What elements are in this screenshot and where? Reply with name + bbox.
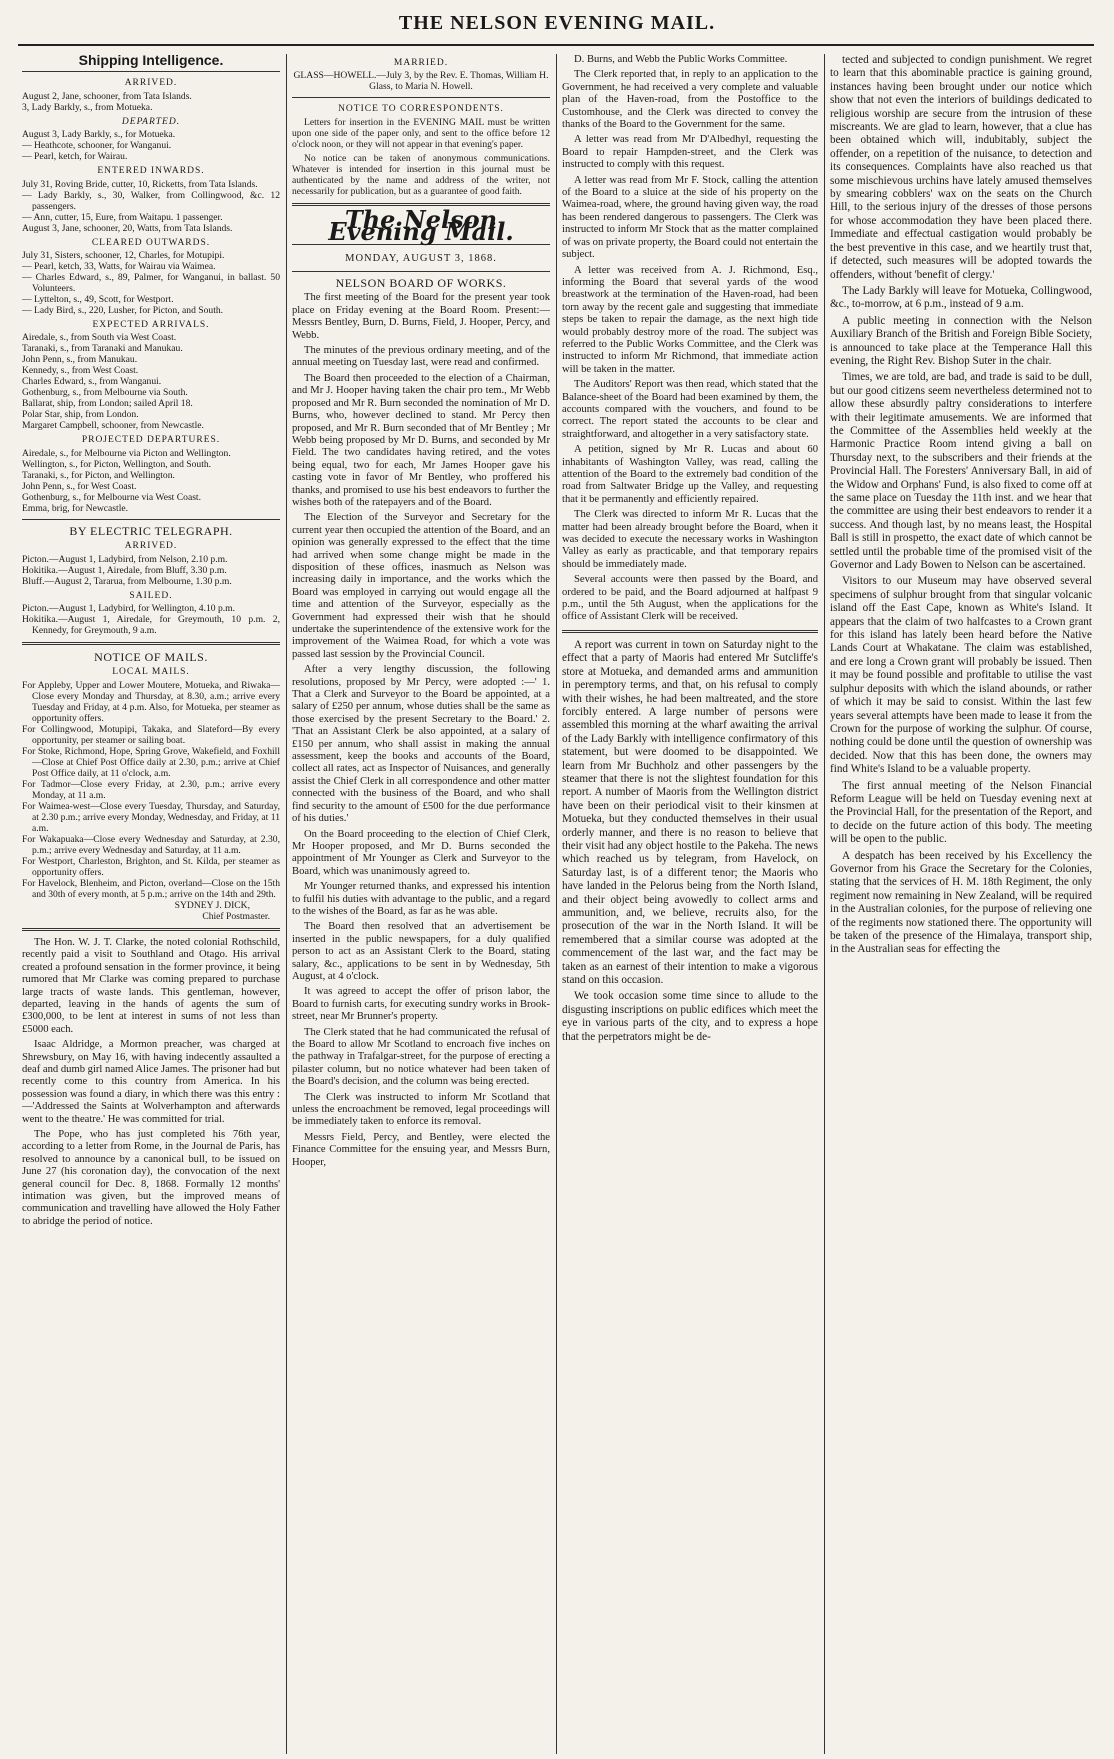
article-paragraph: Several accounts were then passed by the Board, and ordered to be paid, and the Board adjourned at halfpast 9 p.m., until the 5th August, when the applications for the office of Assistant Clerk will be received. xyxy=(562,574,818,623)
column-rule xyxy=(556,54,557,1754)
list-item: — Pearl, ketch, 33, Watts, for Wairau via Waimea. xyxy=(22,261,216,273)
article-paragraph: Messrs Field, Percy, and Bentley, were elected the Finance Committee for the ensuing year, and Messrs Burn, Hooper, xyxy=(292,1131,550,1168)
list-item: Hokitika.—August 1, Airedale, from Bluff, 3.30 p.m. xyxy=(22,564,227,576)
list-item: For Havelock, Blenheim, and Picton, overland—Close on the 15th and 30th of every month, at 5 p.m.; arrive on the 14th and 29th. xyxy=(22,877,280,900)
list-item: Airedale, s., from South via West Coast. xyxy=(22,332,177,344)
article-paragraph: A report was current in town on Saturday night to the effect that a party of Maoris had entered Mr Sutcliffe's store at Motueka, and demanded arms and ammunition in peremptory terms, and that, on his refusal to comply with their wishes, he had been maltreated, and the store forcibly entered. A large number of persons were assembled this morning at the wharf awaiting the arrival of the Lady Barkly with intelligence confirmatory of this statement, but were doomed to be disappointed. We learn from Mr Buchholz and other passengers by the steamer that there is not the slightest foundation for this report. A number of Maoris from the Wellington district have been on their periodical visit to their kinsmen at Motueka, but they conducted themselves in their usual orderly manner, and there is no reason to believe that their visit had any object hostile to the Pakeha. The news which reached us by telegram, from Havelock, on Saturday last, is of a different tenor; the Maoris who have landed in the Pelorus being from the North Island, and their object being avowedly to collect arms and ammunition, and, we believe, recruits also, for the prosecution of the war in the North Island. It will be remembered that a similar course was adopted at the commencement of the last war, and the fact may be taken as an earnest of their intention to make a vigorous stand on this occasion. xyxy=(562,638,818,987)
list-item: Taranaki, s., from Taranaki and Manukau. xyxy=(22,343,183,355)
list-item: Kennedy, s., from West Coast. xyxy=(22,365,139,377)
article-paragraph: A letter was read from Mr F. Stock, calling the attention of the Board to a sluice at the side of his property on the Waimea-road, where, the ground having given way, the road has been rendered dangerous to passengers. The Clerk was instructed to inform Mr Stock that as the matter complained of was on private property, the Board could not entertain the subject. xyxy=(562,174,818,261)
cleared-list xyxy=(22,250,280,316)
article-paragraph: A letter was read from Mr D'Albedhyl, requesting the Board to repair Hampden-street, and the Clerk was instructed to comply with this request. xyxy=(562,134,818,171)
local-mails-heading: LOCAL MAILS. xyxy=(112,667,190,678)
list-item: Wellington, s., for Picton, Wellington, and South. xyxy=(22,458,212,470)
list-item: Bluff.—August 2, Tararua, from Melbourne, 1.30 p.m. xyxy=(22,575,232,587)
postmaster-name: SYDNEY J. DICK, xyxy=(174,899,250,911)
arrived-list xyxy=(22,91,280,113)
telegraph-arrived-heading: ARRIVED. xyxy=(124,541,178,552)
list-item: Picton.—August 1, Ladybird, for Wellington, 4.10 p.m. xyxy=(22,603,236,615)
masthead: THE NELSON EVENING MAIL. xyxy=(398,12,716,34)
list-item: Taranaki, s., for Picton, and Wellington. xyxy=(22,469,175,481)
list-item: Charles Edward, s., from Wanganui. xyxy=(22,376,162,388)
list-item: July 31, Roving Bride, cutter, 10, Ricketts, from Tata Islands. xyxy=(22,178,258,190)
list-item: Gothenburg, s., from Melbourne via South. xyxy=(22,387,188,399)
telegraph-sailed-heading: SAILED. xyxy=(129,590,173,601)
married-heading: MARRIED. xyxy=(393,58,449,68)
article-paragraph: The Clerk was instructed to inform Mr Scotland that unless the encroachment be removed, legal proceedings will be immediately taken to enforce its removal. xyxy=(292,1091,550,1128)
correspondents-notice-2: No notice can be taken of anonymous communications. Whatever is intended for insertion in this journal must be authenticated by the name and address of the writer, not necessarily for publication, but as a guarantee of good faith. xyxy=(292,152,550,197)
departed-heading: DEPARTED. xyxy=(121,116,181,127)
list-item: Ballarat, ship, from London; sailed April 18. xyxy=(22,398,193,410)
article-paragraph: The Auditors' Report was then read, which stated that the Balance-sheet of the Board had been examined by them, the accounts compared with the vouchers, and found to be correct. The report stated the accounts to be clear and straightforward, and altogether in a very satisfactory state. xyxy=(562,379,818,440)
article-paragraph: A despatch has been received by his Excellency the Governor from his Grace the Secretary for the Colonies, stating that the services of H. M. 18th Regiment, the only regiment now remaining in New Zealand, will be required in the Australian colonies, for the purpose of relieving one of the regiments now stationed there. The opportunity will be taken of the presence of the Himalaya, transport ship, in the Australian seas for effecting the xyxy=(830,849,1092,956)
article-paragraph: A public meeting in connection with the Nelson Auxiliary Branch of the British and Foreign Bible Society, is announced to take place at the Temperance Hall this evening, the Right Rev. Bishop Suter in the chair. xyxy=(830,314,1092,367)
entered-list xyxy=(22,179,280,234)
article-paragraph: The first meeting of the Board for the present year took place on Friday evening at the Board Room. Present:—Messrs Bentley, Burn, D. Burns, Field, J. Hooper, Percy, and Webb. xyxy=(292,292,550,341)
arrived-heading: ARRIVED. xyxy=(124,78,178,89)
telegraph-heading: BY ELECTRIC TELEGRAPH. xyxy=(69,523,233,538)
projected-departures-heading: PROJECTED DEPARTURES. xyxy=(81,435,221,446)
article-paragraph: D. Burns, and Webb the Public Works Committee. xyxy=(574,54,788,65)
list-item: Hokitika.—August 1, Airedale, for Greymouth, 10 p.m. 2, Kennedy, for Greymouth, 9 a.m. xyxy=(22,614,280,637)
list-item: For Waimea-west—Close every Tuesday, Thursday, and Saturday, at 2.30 p.m.; arrive every Monday, Wednesday, and Friday, at 11 a.m. xyxy=(22,800,280,834)
list-item: — Lady Barkly, s., 30, Walker, from Collingwood, &c. 12 passengers. xyxy=(22,189,280,212)
list-item: August 3, Jane, schooner, 20, Watts, from Tata Islands. xyxy=(22,222,233,234)
article-paragraph: tected and subjected to condign punishment. We regret to learn that this abominable practice is gaining ground, instances having been brought under our notice which show that not even the interiors of buildings dedicated to religious worship are secure from the intrusion of these miscreants. We are glad to learn, however, that a clue has been obtained which will, indubitably, subject the offender, on a repetition of the nuisance, to detection and its consequences. Complaints have also reached us that some mischievous urchins have lately amused themselves by smearing cobblers' wax on the seats on the Church Hill, to the serious injury of the dresses of those persons for whose accommodation they have been placed there. Immediate and effectual castigation would probably be the best preventive in this case, and we heartily trust that, if detected, such measures will be adopted towards the offenders, without 'benefit of clergy.' xyxy=(830,54,1092,281)
shipping-title: Shipping Intelligence. xyxy=(78,54,224,68)
list-item: For Stoke, Richmond, Hope, Spring Grove, Wakefield, and Foxhill—Close at Chief Post Office daily at 2.30, p.m.; arrive at Chief Post Office daily, at 11 o'clock, a.m. xyxy=(22,745,280,779)
correspondents-heading: NOTICE TO CORRESPONDENTS. xyxy=(338,104,504,115)
list-item: Polar Star, ship, from London. xyxy=(22,409,139,421)
list-item: 3, Lady Barkly, s., from Motueka. xyxy=(22,101,153,113)
list-item: For Appleby, Upper and Lower Moutere, Motueka, and Riwaka—Close every Monday and Thursday, at 8.30, a.m.; arrive every Tuesday and Friday, at 4 p.m. Also, for Motueka, per steamer as opportunity offers. xyxy=(22,679,280,724)
board-report-part-1 xyxy=(292,292,550,1169)
article-paragraph: The first annual meeting of the Nelson Financial Reform League will be held on Tuesday evening next at the Provincial Hall, for the presentation of the Report, and to decide on the future action of this body. The meeting will be open to the public. xyxy=(830,779,1092,846)
departed-list xyxy=(22,129,280,162)
mails-list xyxy=(22,680,280,900)
list-item: For Wakapuaka—Close every Wednesday and Saturday, at 2.30, p.m.; arrive every Wednesday and Saturday, at 11 a.m. xyxy=(22,833,280,856)
article-paragraph: The Board then proceeded to the election of a Chairman, and Mr J. Hooper having taken the chair pro tem., Mr Webb proposed and Mr R. Burn seconded the nomination of Mr D. Burns, who, however declined to stand. Mr Percy then proposed, and Mr R. Burn seconded that of Mr Bentley ; Mr Webb being proposed by Mr D. Burns, and seconded by Mr Field. The two candidates having retired, and the votes being equal, two for each, Mr James Hooper gave his casting vote in favor of Mr Bentley, who proffered his thanks, and promised to use his best endeavors to further the wishes both of the ratepayers and of the Board. xyxy=(292,372,550,508)
list-item: Picton.—August 1, Ladybird, from Nelson, 2.10 p.m. xyxy=(22,553,228,565)
list-item: For Westport, Charleston, Brighton, and St. Kilda, per steamer as opportunity offers. xyxy=(22,855,280,878)
mails-heading: NOTICE OF MAILS. xyxy=(94,650,208,665)
column-rule xyxy=(824,54,825,1754)
column-4-articles xyxy=(830,54,1092,957)
list-item: For Tadmor—Close every Friday, at 2.30, p.m.; arrive every Monday, at 11 a.m. xyxy=(22,778,280,801)
article-paragraph: The minutes of the previous ordinary meeting, and of the annual meeting on Tuesday last, were read and confirmed. xyxy=(292,345,550,369)
article-paragraph: On the Board proceeding to the election of Chief Clerk, Mr Hooper proposed, and Mr D. Burns seconded the appointment of Mr Younger as Clerk and Surveyor to the Board, which was unanimously agreed to. xyxy=(292,828,550,877)
board-report-part-2 xyxy=(562,54,818,624)
list-item: — Heathcote, schooner, for Wanganui. xyxy=(22,140,172,152)
list-item: John Penn, s., for West Coast. xyxy=(22,480,137,492)
column-3-articles xyxy=(562,639,818,1044)
expected-arrivals-heading: EXPECTED ARRIVALS. xyxy=(92,320,210,331)
column-rule xyxy=(286,54,287,1754)
article-paragraph: After a very lengthy discussion, the following resolutions, proposed by Mr Percy, were adopted :—' 1. That a Clerk and Surveyor to the Board be appointed, at a salary of £250 per annum, whose duties shall be the same as those exercised by the present Secretary to the Board.' 2. 'That an Assistant Clerk be also appointed, at a salary of £150 per annum, who shall assist in making the annual assessment, keep the books and accounts of the Board, collect all rates, act as Inspector of Nuisances, and generally assist the Chief Clerk in all correspondence and other matter connected with the business of the Board, and who shall find security to the amount of £500 for the due performance of his duties.' xyxy=(292,664,550,825)
issue-date: MONDAY, AUGUST 3, 1868. xyxy=(345,252,497,264)
article-paragraph: It was agreed to accept the offer of prison labor, the Board to furnish carts, for executing sundry works in Brook-street, near Mr Brunner's property. xyxy=(292,986,550,1023)
list-item: — Charles Edward, s., 89, Palmer, for Wanganui, in ballast. 50 Volunteers. xyxy=(22,272,280,295)
telegraph-sailed-list xyxy=(22,603,280,636)
list-item: Gothenburg, s., for Melbourne via West Coast. xyxy=(22,491,201,503)
article-paragraph: A petition, signed by Mr R. Lucas and about 60 inhabitants of Washington Valley, was read, calling the attention of the Board to the extremely bad condition of the road from Saltwater Bridge up the Valley, and requesting that it be permanently and efficiently repaired. xyxy=(562,444,818,505)
article-paragraph: The Lady Barkly will leave for Motueka, Collingwood, &c., to-morrow, at 6 p.m., instead of 9 a.m. xyxy=(830,284,1092,311)
list-item: — Ann, cutter, 15, Eure, from Waitapu. 1 passenger. xyxy=(22,211,223,223)
list-item: John Penn, s., from Manukau. xyxy=(22,354,138,366)
article-paragraph: Mr Younger returned thanks, and expressed his intention to fulfil his duties with advantage to the public, and a regard to the wishes of the Board, as far as he was able. xyxy=(292,881,550,917)
article-paragraph: The Pope, who has just completed his 76th year, according to a letter from Rome, in the Journal de Paris, has resolved to announce by a canonical bull, to be issued on June 27 (his coronation day), the convocation of the next general council for Dec. 8, 1868. Formally 12 months' intimation was given, but the improved means of communication and travelling have allowed the Holy Father to abridge the period of notice. xyxy=(22,1128,280,1227)
article-paragraph: The Clerk stated that he had communicated the refusal of the Board to allow Mr Scotland to encroach five inches on the pathway in Trafalgar-street, for the purpose of erecting a pilaster column, but no notice whatever had been taken of the Board's decision, and the column was being erected. xyxy=(292,1026,550,1088)
column-4 xyxy=(830,54,1092,1754)
article-paragraph: The Hon. W. J. T. Clarke, the noted colonial Rothschild, recently paid a visit to Southland and Otago. His arrival created a profound sensation in the former province, it being rumored that Mr Clarke was coming prepared to purchase large tracts of waste lands. This gentleman, however, departed, leaving in the hands of agents the sum of £300,000, to be lent at interest in sums of not less than £5000 each. xyxy=(22,936,280,1035)
projected-departures-list xyxy=(22,448,280,514)
list-item: Airedale, s., for Melbourne via Picton and Wellington. xyxy=(22,447,231,459)
article-paragraph: Isaac Aldridge, a Mormon preacher, was charged at Shrewsbury, on May 16, with having indecently assaulted a deaf and dumb girl named Alice James. The prisoner had but recently come to this country from America. In his possession was found a diary, in which there was this entry :—'Addressed the Saints at Wolverhampton and afterwards went to the theatre.' He was committed for trial. xyxy=(22,1039,280,1125)
expected-arrivals-list xyxy=(22,332,280,431)
postmaster-title: Chief Postmaster. xyxy=(202,910,270,922)
list-item: July 31, Sisters, schooner, 12, Charles, for Motupipi. xyxy=(22,250,225,262)
article-paragraph: Visitors to our Museum may have observed several specimens of sulphur brought from that singular volcanic island off the East Cape, known as White's Island. It appears that the claim of two halfcastes to a Crown grant for this island has lately been heard before the Native Lands Court at Whakatane. The claim was established, and ere long a Crown grant will probably be issued. Then it may be found possible and profitable to utilise the vast sulphur deposits with which the island abounds, or rather of which it may be said to consist. Within the last few years several attempts have been made to lease it from the Crown for the purpose of working the sulphur. Of course, nothing could be done until the question of ownership was decided. Now that this has been done, the owners may find White's Island to be a valuable property. xyxy=(830,575,1092,776)
column-3 xyxy=(562,54,818,1754)
list-item: August 3, Lady Barkly, s., for Motueka. xyxy=(22,129,176,141)
article-paragraph: The Clerk reported that, in reply to an application to the Government, he had received a very complete and valuable plan of the Haven-road, from the Postoffice to the Customhouse, and the Clerk was directed to convey the thanks of the Board to the Government for the same. xyxy=(562,69,818,131)
list-item: — Lyttelton, s., 49, Scott, for Westport. xyxy=(22,294,174,306)
entered-heading: ENTERED INWARDS. xyxy=(97,166,205,177)
list-item: Margaret Campbell, schooner, from Newcastle. xyxy=(22,420,204,432)
cleared-heading: CLEARED OUTWARDS. xyxy=(91,237,211,248)
article-paragraph: A letter was received from A. J. Richmond, Esq., informing the Board that several yards of the wood breastwork at the termination of the Haven-road, had been torn away by the recent gale and suggesting that immediate steps be taken to repair the damage, as the next high tide would probably destroy more of the road. The subject was referred to the Public Works Committee, and the Clerk was instructed to inform Mr Richmond, that immediate action will be taken in the matter. xyxy=(562,264,818,375)
masthead-rule xyxy=(18,44,1094,46)
list-item: Emma, brig, for Newcastle. xyxy=(22,502,129,514)
article-paragraph: The Clerk was directed to inform Mr R. Lucas that the matter had been already brought before the Board, when it was decided to execute the necessary works in Washington Valley as early as practicable, and that temporary repairs should be immediately made. xyxy=(562,509,818,570)
list-item: — Pearl, ketch, for Wairau. xyxy=(22,151,128,163)
paper-title: The Nelson Evening Mail. xyxy=(328,204,514,247)
article-paragraph: The Election of the Surveyor and Secretary for the current year then occupied the attention of the Board, and an opinion was generally expressed to the effect that the time had arrived when some change might be made in the disposition of these offices, inasmuch as Nelson was increasing daily in importance, and the works which the Board was employed in carrying out would engage all the time and attention of the Surveyor, especially as the Government had expressed their wish that he should undertake the superintendence of the extensive work for the improvement of the Waimea Road, for which a vote was passed last session by the Provincial Council. xyxy=(292,512,550,660)
article-paragraph: Times, we are told, are bad, and trade is said to be dull, but our good citizens seem nevertheless determined not to allow these absurdly paltry considerations to interfere with their legitimate amusements. We are informed that the Committee of the Assemblies held weekly at the Harmonic Practice Room intend giving a ball on Thursday next, to the subscribers and their friends at the Provincial Hall. The Foresters' Anniversary Ball, in aid of the Widow and Orphans' Fund, is also fixed to come off at the same place on Tuesday the 11th inst. and we hear that the committee are using their best endeavors to render it a success. And though last, by no means least, the Hospital Ball is still in prospetto, the exact date of which cannot be settled until the probable time of the promised visit of the Governor and Lady Bowen to Nelson can be ascertained. xyxy=(830,371,1092,572)
article-paragraph: The Board then resolved that an advertisement be inserted in the public newspapers, for a duly qualified person to act as an Assistant Clerk to the Board, stating salary, &c., applications to be sent in by Wednesday, 5th August, at 4 o'clock. xyxy=(292,921,550,982)
column-1 xyxy=(22,54,280,1754)
board-heading: NELSON BOARD OF WORKS. xyxy=(335,276,507,291)
article-paragraph: We took occasion some time since to allude to the disgusting inscriptions on public edifices which meet the eye in various parts of the city, and to express a hope that the perpetrators might be de- xyxy=(562,990,818,1043)
list-item: August 2, Jane, schooner, from Tata Islands. xyxy=(22,90,192,102)
telegraph-arrived-list xyxy=(22,554,280,587)
list-item: — Lady Bird, s., 220, Lusher, for Picton, and South. xyxy=(22,305,224,317)
married-notice: GLASS—HOWELL.—July 3, by the Rev. E. Thomas, William H. Glass, to Maria N. Howell. xyxy=(293,70,549,93)
correspondents-notice-1: Letters for insertion in the EVENING MAIL must be written upon one side of the paper only, and sent to the office before 12 o'clock noon, or they will not appear in that evening's paper. xyxy=(292,116,550,150)
column-2 xyxy=(292,54,550,1754)
list-item: For Collingwood, Motupipi, Takaka, and Slateford—By every opportunity, per steamer or sailing boat. xyxy=(22,723,280,746)
column-1-articles xyxy=(22,937,280,1228)
